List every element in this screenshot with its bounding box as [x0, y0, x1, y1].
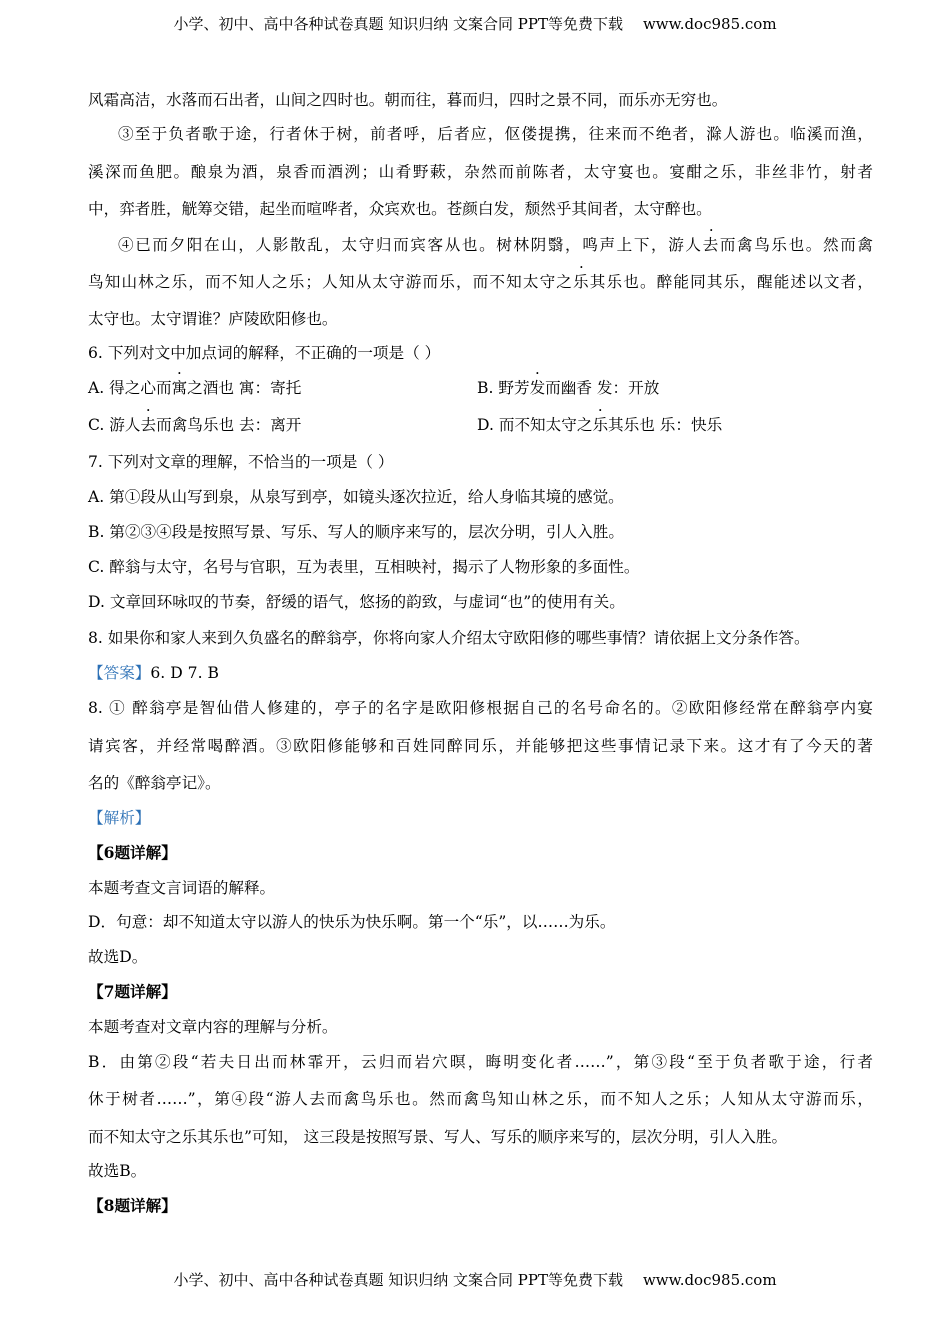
- question-7-stem: 7. 下列对文章的理解，不恰当的一项是（ ）: [88, 453, 394, 471]
- header-text: 小学、初中、高中各种试卷真题 知识归纳 文案合同 PPT等免费下载: [173, 15, 623, 33]
- text-run: A. 得之心而: [88, 379, 172, 397]
- analysis-text: 本题考查对文章内容的理解与分析。: [88, 1018, 338, 1036]
- footer-site-link[interactable]: www.doc985.com: [642, 1271, 777, 1289]
- passage-line: 溪深而鱼肥。酿泉为酒，泉香而酒洌；山肴野蔌，杂然而前陈者，太守宴也。宴酣之乐，非丝非竹，射者: [88, 163, 873, 181]
- passage-line: 风霜高洁，水落而石出者，山间之四时也。朝而往，暮而归，四时之景不同，而乐亦无穷也。: [88, 91, 728, 109]
- text-run: 之酒也 寓：寄托: [187, 379, 302, 397]
- analysis-text: B．由第②段“若夫日出而林霏开，云归而岩穴暝，晦明变化者……”，第③段“至于负者歌于途，行者: [88, 1053, 873, 1071]
- q6-option-a: [88, 378, 301, 398]
- answer-8-line: 8. ① 醉翁亭是智仙借人修建的，亭子的名字是欧阳修根据自己的名号命名的。②欧阳修经常在醉翁亭内宴: [88, 699, 873, 717]
- answer-8-line: 名的《醉翁亭记》。: [88, 774, 221, 792]
- text-run: ④已而夕阳在山，人影散乱，太守归而宾客从也。树林阴翳，鸣声上下，游人: [118, 236, 703, 254]
- q7-option-c: C. 醉翁与太守，名号与官职，互为表里，互相映衬，揭示了人物形象的多面性。: [88, 558, 640, 576]
- analysis-tag: 【解析】: [88, 809, 151, 827]
- passage-line: 太守也。太守谓谁？庐陵欧阳修也。: [88, 310, 338, 328]
- analysis-text: 而不知太守之乐其乐也”可知， 这三段是按照写景、写人、写乐的顺序来写的，层次分明，引人入胜。: [88, 1128, 788, 1146]
- text-run: 而幽香 发：开放: [545, 379, 660, 397]
- analysis-text: 故选B。: [88, 1162, 147, 1180]
- q6-option-d: [477, 415, 722, 435]
- analysis-text: 本题考查文言词语的解释。: [88, 879, 276, 897]
- passage-line: ③至于负者歌于途，行者休于树，前者呼，后者应，伛偻提携，往来而不绝者，滁人游也。临溪而渔，: [118, 125, 873, 143]
- text-run: C. 游人: [88, 416, 141, 434]
- page-footer: [0, 1269, 950, 1290]
- dotted-word: 去: [140, 416, 157, 434]
- passage-line: 中，弈者胜，觥筹交错，起坐而喧哗者，众宾欢也。苍颜白发，颓然乎其间者，太守醉也。: [88, 200, 712, 218]
- dotted-word: 去: [702, 236, 720, 254]
- q7-option-a: A. 第①段从山写到泉，从泉写到亭，如镜头逐次拉近，给人身临其境的感觉。: [88, 488, 624, 506]
- dotted-word: 寓: [171, 379, 188, 397]
- passage-line: [118, 235, 873, 255]
- answer-8-line: 请宾客，并经常喝醉酒。③欧阳修能够和百姓同醉同乐，并能够把这些事情记录下来。这才有了今天的著: [88, 737, 873, 755]
- q8-detail-heading: 【8题详解】: [88, 1196, 177, 1215]
- text-run: D. 而不知太守之: [477, 416, 593, 434]
- header-site-link[interactable]: www.doc985.com: [642, 15, 777, 33]
- answer-line: [88, 663, 873, 683]
- dotted-word: 乐: [592, 416, 609, 434]
- text-run: 其乐也 乐：快乐: [608, 416, 723, 434]
- analysis-text: 休于树者……”，第④段“游人去而禽鸟乐也。然而禽鸟知山林之乐，而不知人之乐；人知从太守游而乐，: [88, 1090, 873, 1108]
- page-header: [0, 13, 950, 34]
- q7-option-d: D. 文章回环咏叹的节奏，舒缓的语气，悠扬的韵致，与虚词“也”的使用有关。: [88, 593, 625, 611]
- question-6-stem: 6. 下列对文中加点词的解释，不正确的一项是（ ）: [88, 344, 441, 362]
- dotted-word: 乐: [573, 273, 590, 291]
- dotted-word: 发: [529, 379, 546, 397]
- text-run: 而禽鸟乐也。然而禽: [719, 236, 873, 254]
- analysis-text: D．句意：却不知道太守以游人的快乐为快乐啊。第一个“乐”，以……为乐。: [88, 913, 616, 931]
- answer-tag: 【答案】: [88, 664, 151, 682]
- text-run: B. 野芳: [477, 379, 530, 397]
- q6-option-b: [477, 378, 659, 398]
- q6-option-c: [88, 415, 301, 435]
- q6-detail-heading: 【6题详解】: [88, 843, 177, 862]
- answer-short: 6. D 7. B: [150, 664, 219, 682]
- passage-line: [88, 272, 873, 292]
- q7-option-b: B. 第②③④段是按照写景、写乐、写人的顺序来写的，层次分明，引人入胜。: [88, 523, 624, 541]
- text-run: 其乐也。醉能同其乐，醒能述以文者，: [589, 273, 873, 291]
- text-run: 鸟知山林之乐，而不知人之乐；人知从太守游而乐，而不知太守之: [88, 273, 574, 291]
- text-run: 而禽鸟乐也 去：离开: [156, 416, 302, 434]
- analysis-text: 故选D。: [88, 948, 148, 966]
- question-8-stem: 8. 如果你和家人来到久负盛名的醉翁亭，你将向家人介绍太守欧阳修的哪些事情？请依据上文分条作答。: [88, 629, 810, 647]
- footer-text: 小学、初中、高中各种试卷真题 知识归纳 文案合同 PPT等免费下载: [173, 1271, 623, 1289]
- q7-detail-heading: 【7题详解】: [88, 982, 177, 1001]
